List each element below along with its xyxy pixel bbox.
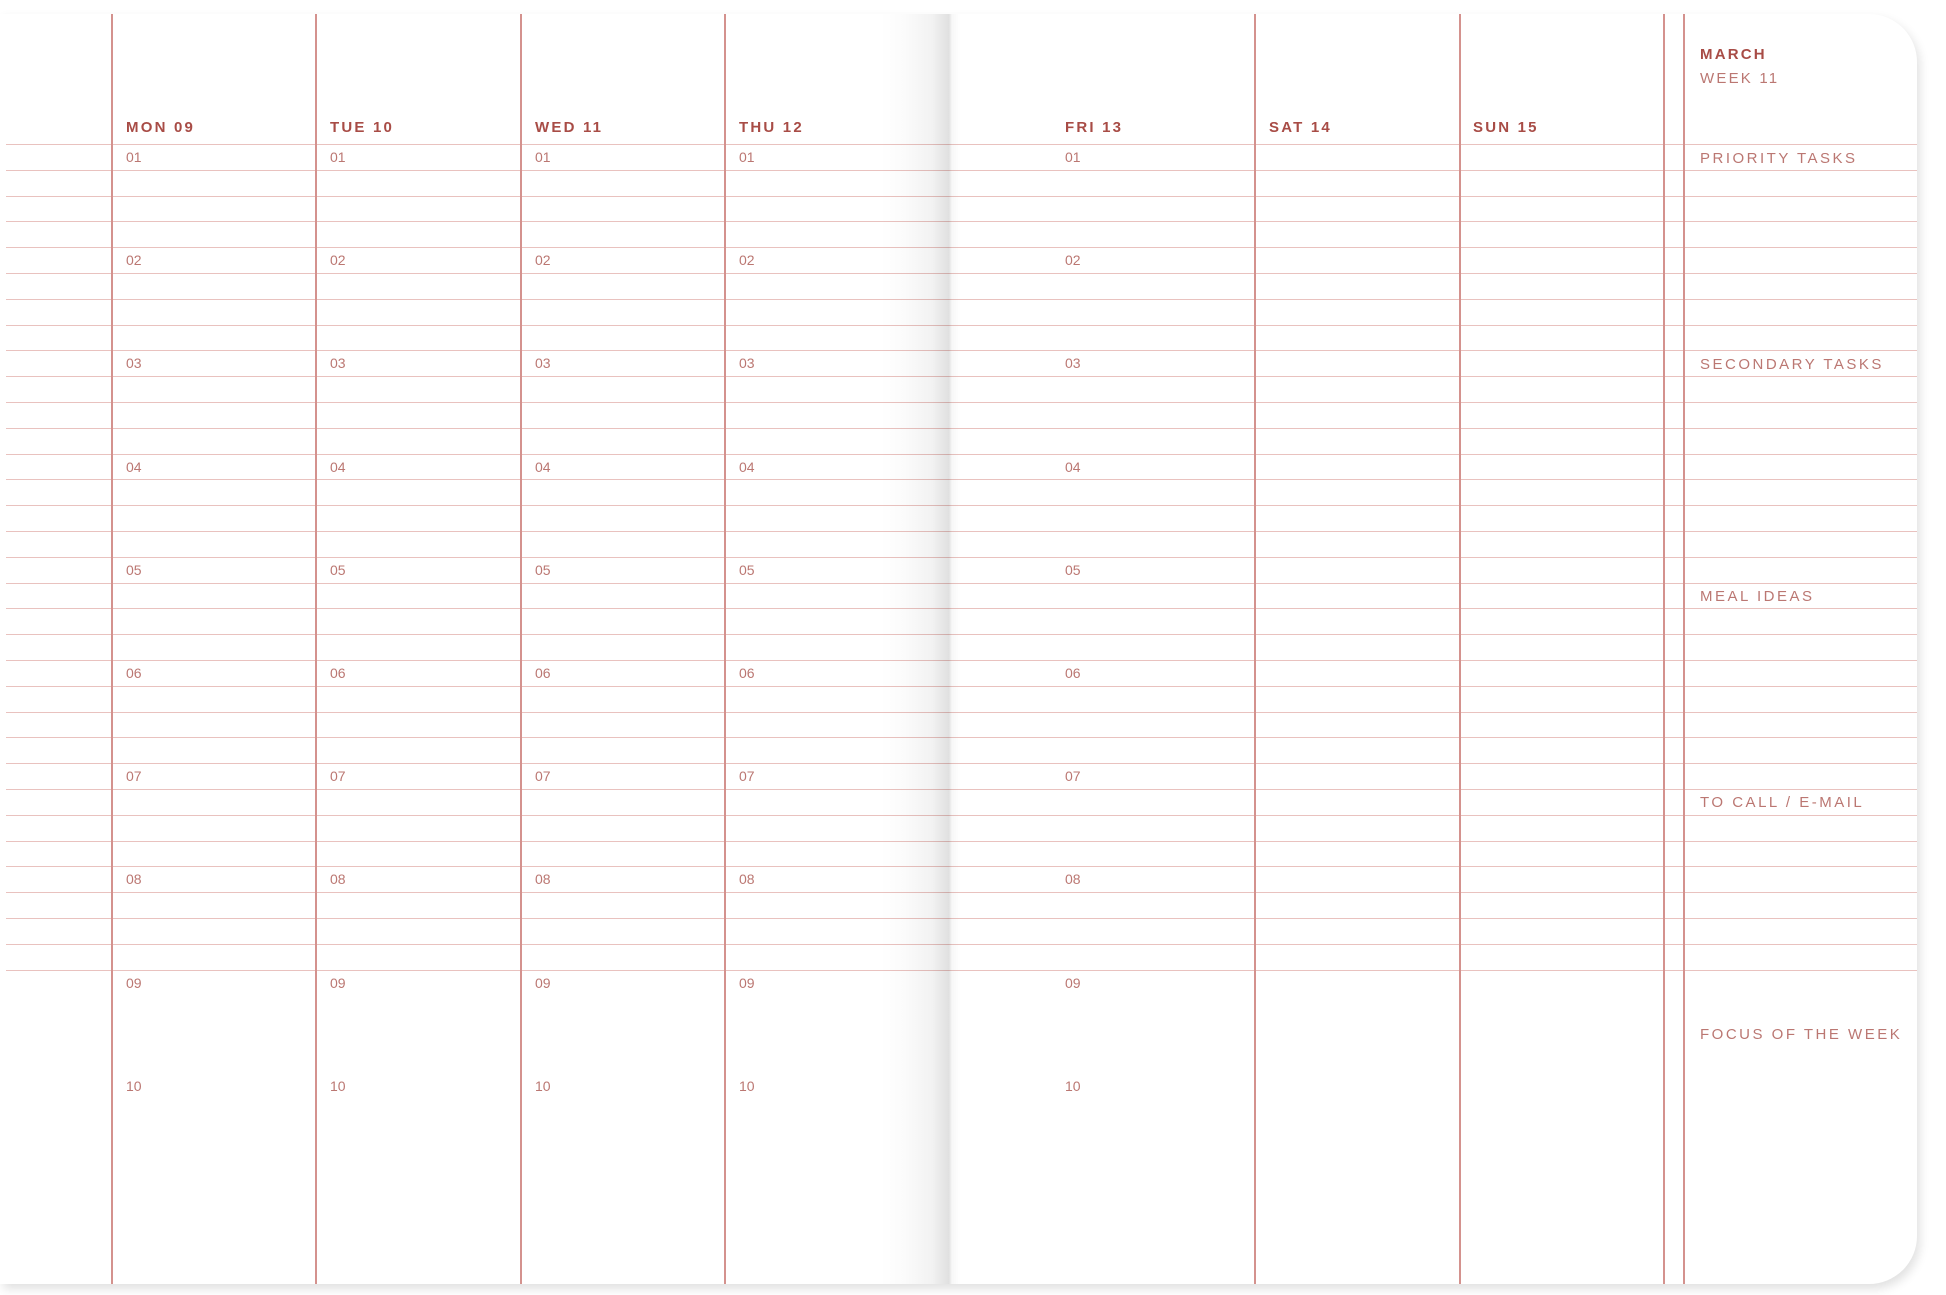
hour-label: 08 xyxy=(126,871,142,888)
ruled-line xyxy=(6,350,1917,351)
hour-label: 08 xyxy=(739,871,755,888)
hour-label: 08 xyxy=(1065,871,1081,888)
hour-label: 06 xyxy=(535,665,551,681)
hour-label: 01 xyxy=(739,149,755,165)
day-header-sat: SAT 14 xyxy=(1269,119,1332,136)
hour-label: 03 xyxy=(1065,355,1081,372)
ruled-line xyxy=(6,660,1917,661)
ruled-line xyxy=(6,170,1917,171)
column-divider xyxy=(111,14,113,1284)
ruled-line xyxy=(6,454,1917,455)
ruled-line xyxy=(6,479,1917,480)
ruled-line xyxy=(6,763,1917,764)
column-divider xyxy=(724,14,726,1284)
ruled-line xyxy=(6,402,1917,403)
hour-label: 04 xyxy=(535,458,551,475)
hour-label: 10 xyxy=(126,1077,142,1094)
hour-label: 07 xyxy=(126,768,142,785)
section-meal-ideas: MEAL IDEAS xyxy=(1700,588,1815,605)
hour-label: 02 xyxy=(1065,252,1081,269)
hour-label: 08 xyxy=(330,871,346,888)
hour-label: 09 xyxy=(330,974,346,991)
hour-label: 01 xyxy=(535,149,551,165)
ruled-line xyxy=(6,583,1917,584)
column-divider xyxy=(1663,14,1665,1284)
column-divider xyxy=(1683,14,1685,1284)
hour-label: 03 xyxy=(739,355,755,372)
hour-label: 05 xyxy=(126,561,142,578)
ruled-line xyxy=(6,944,1917,945)
hour-label: 01 xyxy=(126,149,142,165)
ruled-line xyxy=(6,970,1917,971)
hour-label: 07 xyxy=(1065,768,1081,785)
hour-label: 07 xyxy=(330,768,346,785)
month-label: MARCH xyxy=(1700,46,1767,63)
hour-label: 07 xyxy=(535,768,551,785)
hour-label: 10 xyxy=(1065,1077,1081,1094)
ruled-line xyxy=(6,634,1917,635)
day-header-sun: SUN 15 xyxy=(1473,119,1539,136)
ruled-line xyxy=(6,712,1917,713)
ruled-line xyxy=(6,789,1917,790)
hour-label: 09 xyxy=(535,974,551,991)
hour-label: 05 xyxy=(330,561,346,578)
hour-label: 03 xyxy=(535,355,551,372)
ruled-line xyxy=(6,505,1917,506)
section-priority-tasks: PRIORITY TASKS xyxy=(1700,150,1858,167)
hour-label: 03 xyxy=(126,355,142,372)
hour-label: 10 xyxy=(739,1077,755,1094)
ruled-line xyxy=(6,273,1917,274)
ruled-line xyxy=(6,221,1917,222)
ruled-line xyxy=(6,892,1917,893)
ruled-line xyxy=(6,531,1917,532)
ruled-line xyxy=(6,557,1917,558)
hour-label: 08 xyxy=(535,871,551,888)
column-divider xyxy=(1459,14,1461,1284)
hour-label: 05 xyxy=(535,561,551,578)
ruled-line xyxy=(6,376,1917,377)
hour-label: 06 xyxy=(126,665,142,681)
planner-spread xyxy=(0,14,1917,1284)
hour-label: 05 xyxy=(1065,561,1081,578)
hour-label: 02 xyxy=(535,252,551,269)
column-divider xyxy=(1254,14,1256,1284)
hour-label: 06 xyxy=(330,665,346,681)
hour-label: 10 xyxy=(535,1077,551,1094)
ruled-line xyxy=(6,196,1917,197)
ruled-line xyxy=(6,841,1917,842)
hour-label: 01 xyxy=(1065,149,1081,165)
hour-label: 01 xyxy=(330,149,346,165)
hour-label: 02 xyxy=(126,252,142,269)
hour-label: 04 xyxy=(330,458,346,475)
section-focus-of-the-week: FOCUS OF THE WEEK xyxy=(1700,1026,1903,1043)
book-gutter xyxy=(880,14,960,1284)
column-divider xyxy=(520,14,522,1284)
day-header-thu: THU 12 xyxy=(739,119,804,136)
hour-label: 04 xyxy=(1065,458,1081,475)
hour-label: 04 xyxy=(739,458,755,475)
hour-label: 04 xyxy=(126,458,142,475)
ruled-line xyxy=(6,737,1917,738)
ruled-line xyxy=(6,247,1917,248)
day-header-tue: TUE 10 xyxy=(330,119,395,136)
hour-label: 06 xyxy=(1065,665,1081,681)
hour-label: 06 xyxy=(739,665,755,681)
hour-label: 03 xyxy=(330,355,346,372)
ruled-line xyxy=(6,144,1917,145)
hour-label: 10 xyxy=(330,1077,346,1094)
section-secondary-tasks: SECONDARY TASKS xyxy=(1700,356,1884,373)
hour-label: 02 xyxy=(330,252,346,269)
ruled-line xyxy=(6,866,1917,867)
hour-label: 09 xyxy=(126,974,142,991)
hour-label: 09 xyxy=(1065,974,1081,991)
ruled-line xyxy=(6,815,1917,816)
ruled-line xyxy=(6,299,1917,300)
day-header-mon: MON 09 xyxy=(126,119,196,136)
week-label: WEEK 11 xyxy=(1700,70,1780,87)
ruled-line xyxy=(6,918,1917,919)
hour-label: 02 xyxy=(739,252,755,269)
ruled-line xyxy=(6,686,1917,687)
hour-label: 05 xyxy=(739,561,755,578)
day-header-wed: WED 11 xyxy=(535,119,604,136)
hour-label: 09 xyxy=(739,974,755,991)
day-header-fri: FRI 13 xyxy=(1065,119,1124,136)
section-to-call-email: TO CALL / E-MAIL xyxy=(1700,794,1865,811)
ruled-line xyxy=(6,428,1917,429)
column-divider xyxy=(315,14,317,1284)
ruled-line xyxy=(6,325,1917,326)
ruled-line xyxy=(6,608,1917,609)
hour-label: 07 xyxy=(739,768,755,785)
